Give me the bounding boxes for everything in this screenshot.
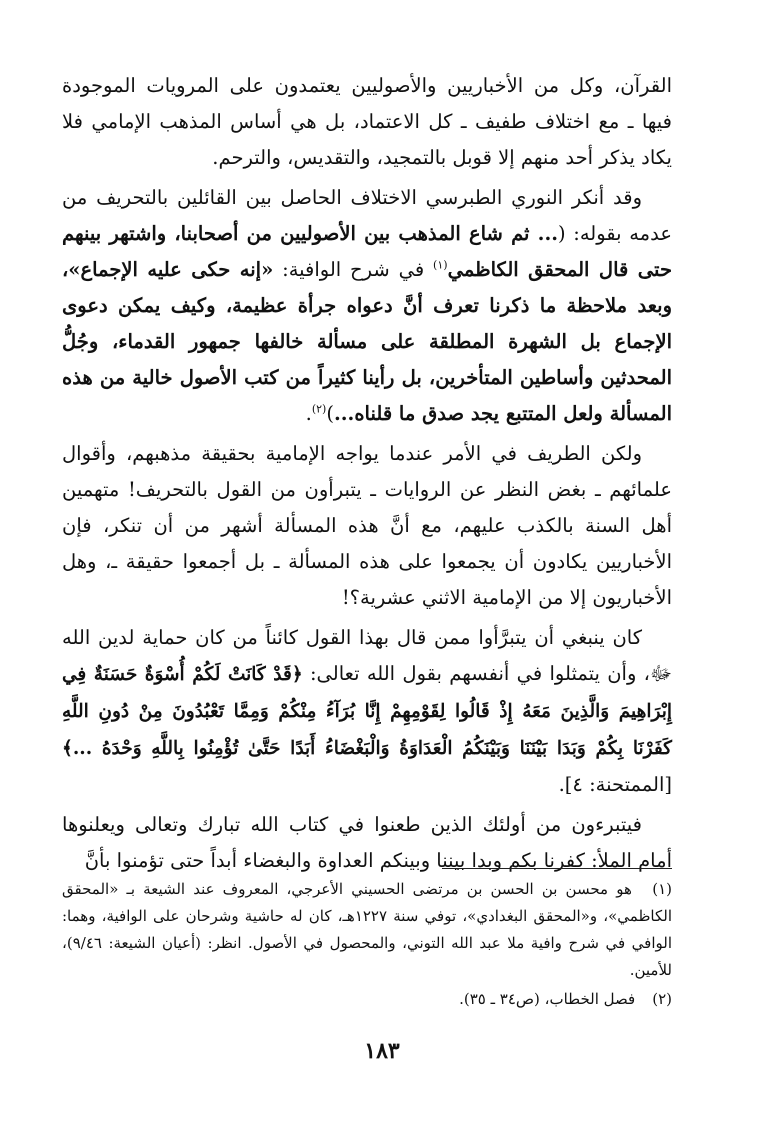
footnote [62, 876, 672, 984]
page-number: ١٨٣ [364, 1038, 400, 1064]
paragraph [62, 436, 672, 616]
paragraph-text: كان ينبغي أن يتبرَّأوا ممن قال بهذا القول كائناً من كان حماية لدين الله ﷻ، وأن يتمثلوا في أنفسهم بقول الله تعالى: [62, 626, 672, 685]
footnote-divider [442, 868, 672, 869]
paragraph-text: فيتبرءون من أولئك الذين طعنوا في كتاب الله تبارك وتعالى ويعلنوها أمام الملأ: كفرنا بكم وبدا بيننا وبينكم العداوة والبغضاء أبداً حتى تؤمنوا بأنَّ [62, 813, 672, 872]
paragraph [62, 68, 672, 176]
footnote-ref: (٢) [311, 402, 327, 416]
paragraph [62, 180, 672, 432]
quoted-text: «إنه حكى عليه الإجماع»، وبعد ملاحظة ما ذكرنا تعرف أنَّ دعواه جرأة عظيمة، وكيف يمكن دعوى الإجماع بل الشهرة المطلقة على مسألة خالفها جمهور القدماء، وجُلُّ المحدثين وأساطين المتأخرين، بل رأينا كثيراً من كتب الأصول خالية من هذه المسألة ولعل المتتبع يجد صدق ما قلناه... [62, 258, 672, 425]
paragraph-text: وقد أنكر النوري الطبرسي الاختلاف الحاصل بين القائلين بالتحريف من عدمه بقوله: ( [62, 186, 672, 245]
quoted-text: ... ثم شاع المذهب بين الأصوليين من أصحابنا، واشتهر بينهم حتى قال المحقق الكاظمي [62, 222, 672, 281]
footnote [62, 986, 672, 1013]
footnote-number: (١) [652, 880, 672, 898]
paragraph-text: ) [326, 402, 334, 425]
paragraph-text: في شرح الوافية: [273, 258, 434, 281]
page-body [62, 68, 672, 883]
paragraph [62, 620, 672, 803]
paragraph-text: ولكن الطريف في الأمر عندما يواجه الإمامية بحقيقة مذهبهم، وأقوال علمائهم ـ بغض النظر عن الروايات ـ يتبرأون من القول بالتحريف! متهمين أهل السنة بالكذب عليهم، مع أنَّ هذه المسألة أشهر من أن تنكر، فإن الأخباريين يكادون أن يجمعوا على هذه المسألة ـ بل أجمعوا حقيقة ـ، وهل الأخباريون إلا من الإمامية الاثني عشرية؟! [62, 442, 672, 609]
footnote-text: هو محسن بن الحسن بن مرتضى الحسيني الأعرجي، المعروف عند الشيعة بـ «المحقق الكاظمي»، و«المحقق البغدادي»، توفي سنة ١٢٢٧هـ، كان له حاشية وشرحان على الوافية، وهما: الوافي في شرح وافية ملا عبد الله التوني، والمحصول في الأصول. انظر: (أعيان الشيعة: ٩/٤٦)، للأمين. [62, 880, 673, 979]
paragraph-text: . [305, 402, 312, 425]
paragraph-text: القرآن، وكل من الأخباريين والأصوليين يعتمدون على المرويات الموجودة فيها ـ مع اختلاف طفيف ـ كل الاعتماد، بل هي أساس المذهب الإمامي فلا يكاد يذكر أحد منهم إلا قوبل بالتمجيد، والتقديس، والترحم. [62, 74, 672, 169]
verse-citation: [الممتحنة: ٤]. [558, 773, 672, 796]
footnote-text: فصل الخطاب، (ص٣٤ ـ ٣٥). [459, 990, 636, 1008]
footnote-number: (٢) [652, 990, 672, 1008]
footnotes [62, 876, 672, 1015]
quran-verse: ﴿قَدْ كَانَتْ لَكُمْ أُسْوَةٌ حَسَنَةٌ فِي إِبْرَاهِيمَ وَالَّذِينَ مَعَهُ إِذْ قَالُوا لِقَوْمِهِمْ إِنَّا بُرَآءُ مِنْكُمْ وَمِمَّا تَعْبُدُونَ مِنْ دُونِ اللَّهِ كَفَرْنَا بِكُمْ وَبَدَا بَيْنَنَا وَبَيْنَكُمُ الْعَدَاوَةُ وَالْبَغْضَاءُ أَبَدًا حَتَّىٰ تُؤْمِنُوا بِاللَّهِ وَحْدَهُ ...﴾ [62, 664, 672, 759]
footnote-ref: (١) [433, 258, 448, 272]
